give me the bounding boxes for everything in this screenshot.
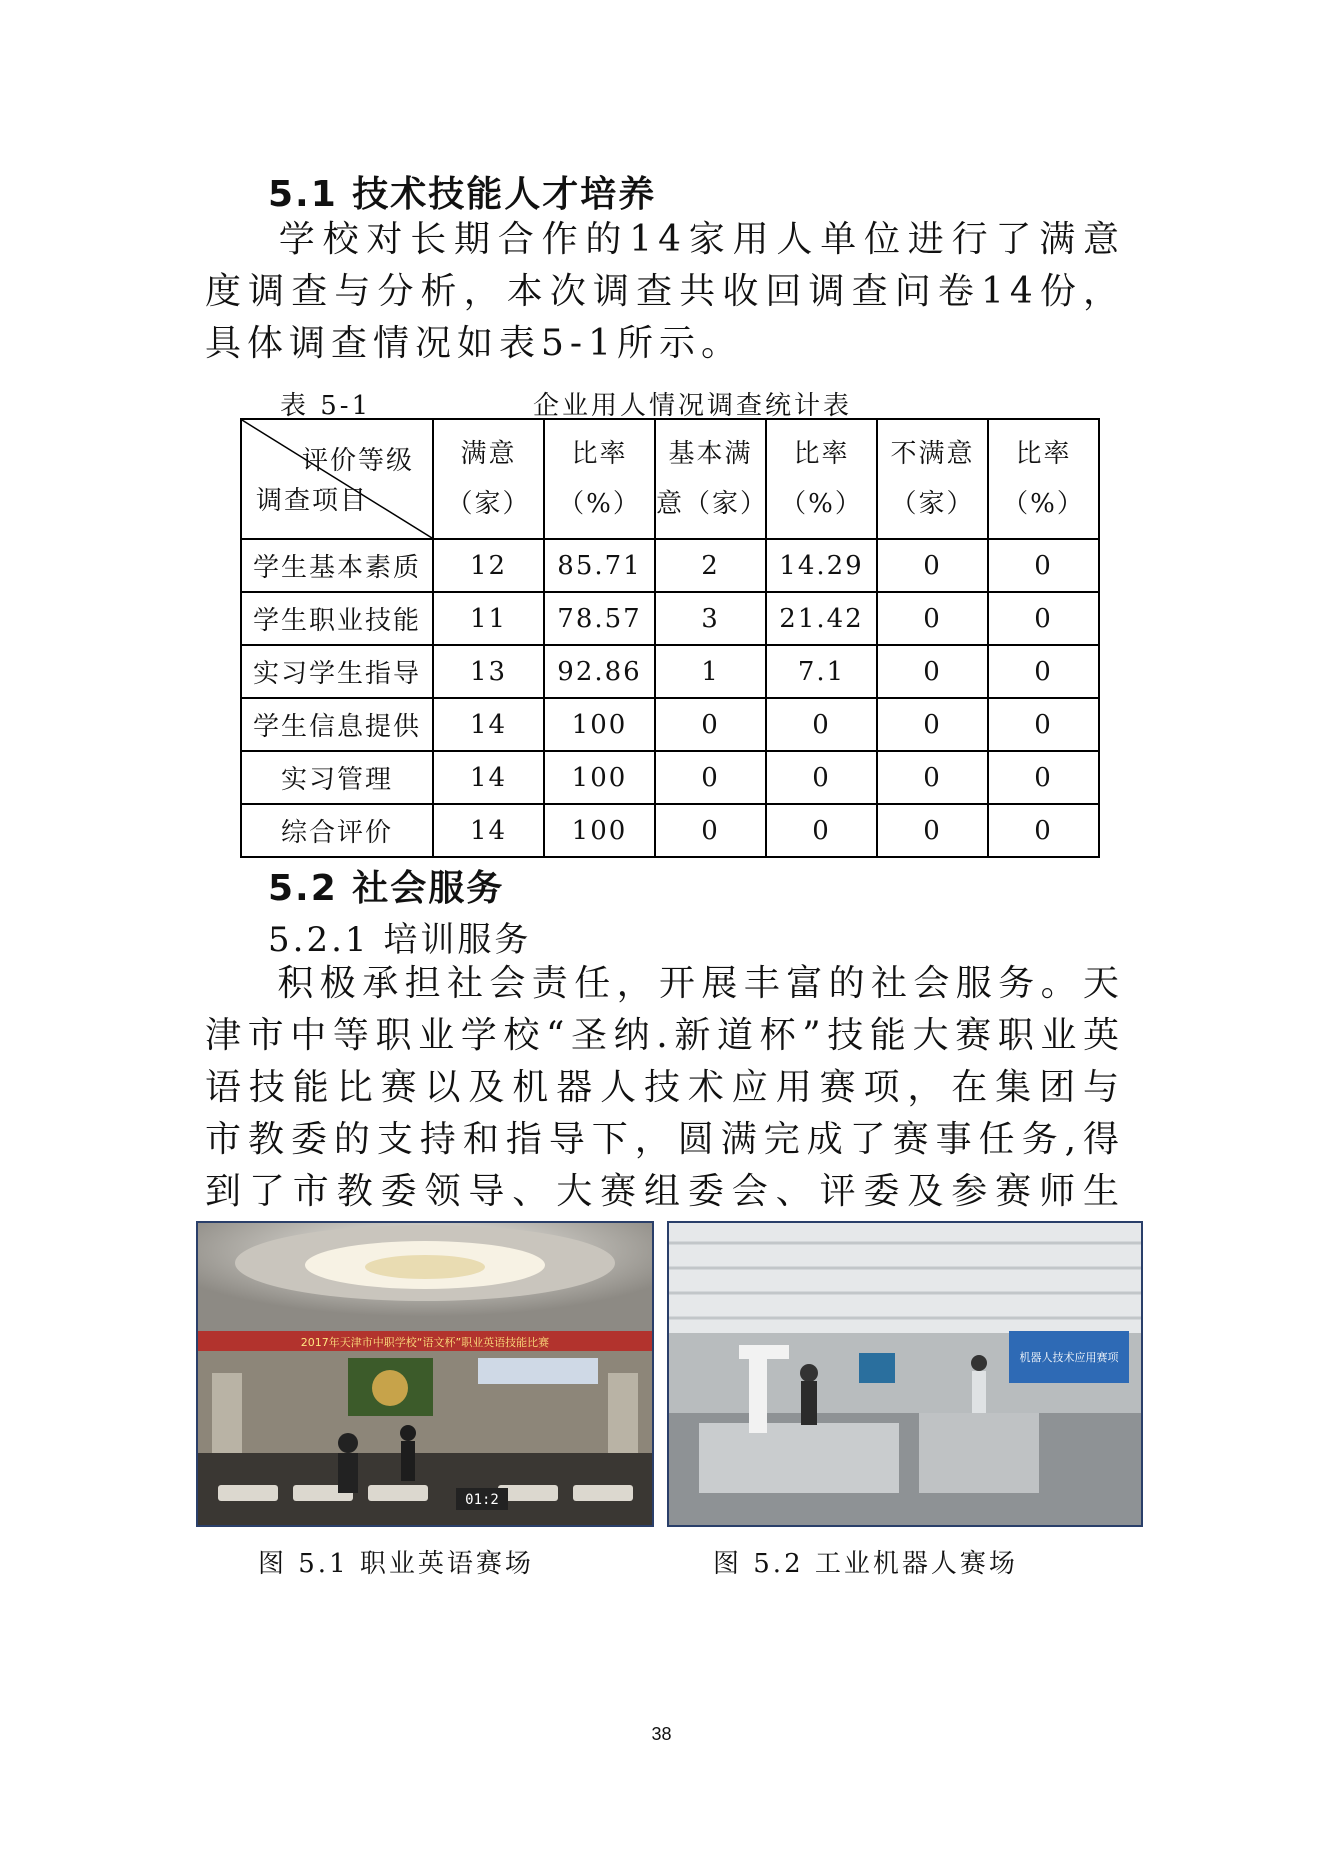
table-row — [241, 698, 1099, 751]
table-row — [241, 804, 1099, 857]
table-cell: 78.57 — [544, 592, 655, 645]
table-cell: 85.71 — [544, 539, 655, 592]
figure-caption-1: 图 5.1 职业英语赛场 — [258, 1549, 534, 1579]
column-header: 比率 （%） — [766, 419, 877, 539]
section-heading-5-2: 5.2 社会服务 — [268, 868, 505, 909]
column-header: 基本满 意（家） — [655, 419, 766, 539]
table-cell: 14 — [433, 751, 544, 804]
table-title: 企业用人情况调查统计表 — [533, 391, 853, 421]
table-row — [241, 539, 1099, 592]
table-cell: 0 — [655, 751, 766, 804]
table-cell: 14.29 — [766, 539, 877, 592]
table-cell: 0 — [877, 592, 988, 645]
table-cell: 1 — [655, 645, 766, 698]
row-item: 学生基本素质 — [241, 539, 433, 592]
table-cell: 0 — [877, 804, 988, 857]
table-cell: 0 — [766, 804, 877, 857]
table-cell: 2 — [655, 539, 766, 592]
table-cell: 21.42 — [766, 592, 877, 645]
table-cell: 0 — [988, 645, 1099, 698]
photo2-banner: 机器人技术应用赛项 — [1019, 1351, 1119, 1364]
table-row — [241, 645, 1099, 698]
table-cell: 13 — [433, 645, 544, 698]
figure-caption-2: 图 5.2 工业机器人赛场 — [713, 1549, 1018, 1579]
table-row — [241, 751, 1099, 804]
table-cell: 7.1 — [766, 645, 877, 698]
section-heading-5-1: 5.1 技术技能人才培养 — [268, 174, 657, 215]
table-cell: 0 — [877, 698, 988, 751]
table-cell: 0 — [877, 539, 988, 592]
table-cell: 3 — [655, 592, 766, 645]
intro-paragraph-text: 学校对长期合作的14家用人单位进行了满意度调查与分析，本次调查共收回调查问卷14份，具体调查情况如表5-1所示。 — [205, 219, 1125, 364]
photo1-banner: 2017年天津市中职学校“语文杯”职业英语技能比赛 — [300, 1336, 550, 1349]
table-cell: 0 — [988, 539, 1099, 592]
table-cell: 0 — [655, 804, 766, 857]
subsection-heading-5-2-1: 5.2.1 培训服务 — [268, 920, 532, 960]
table-cell: 0 — [988, 751, 1099, 804]
row-item: 学生信息提供 — [241, 698, 433, 751]
table-cell: 100 — [544, 751, 655, 804]
photo1-timer: 01:2 — [465, 1492, 499, 1508]
table-cell: 92.86 — [544, 645, 655, 698]
row-item: 实习管理 — [241, 751, 433, 804]
corner-label-item: 调查项目 — [256, 486, 369, 516]
table-cell: 100 — [544, 804, 655, 857]
column-header: 比率 （%） — [988, 419, 1099, 539]
photo-english-contest — [196, 1221, 654, 1527]
table-cell: 12 — [433, 539, 544, 592]
service-paragraph-text: 积极承担社会责任，开展丰富的社会服务。天津市中等职业学校“圣纳.新道杯”技能大赛职业英语技能比赛以及机器人技术应用赛项，在集团与市教委的支持和指导下，圆满完成了赛事任务,得到了市教委领导、大赛组委会、评委及参赛师生 — [205, 963, 1125, 1212]
corner-label-grade: 评价等级 — [301, 446, 414, 476]
table-label: 表 5-1 — [280, 391, 372, 421]
table-cell: 0 — [988, 698, 1099, 751]
photo-robot-contest — [667, 1221, 1143, 1527]
table-cell: 0 — [655, 698, 766, 751]
table-cell: 0 — [766, 751, 877, 804]
column-header: 满意 （家） — [433, 419, 544, 539]
table-cell: 100 — [544, 698, 655, 751]
table-cell: 0 — [877, 751, 988, 804]
row-item: 实习学生指导 — [241, 645, 433, 698]
table-cell: 0 — [988, 804, 1099, 857]
survey-table — [240, 418, 1100, 858]
table-header-row — [241, 419, 1099, 539]
intro-paragraph — [205, 214, 1125, 370]
table-cell: 11 — [433, 592, 544, 645]
row-item: 综合评价 — [241, 804, 433, 857]
row-item: 学生职业技能 — [241, 592, 433, 645]
column-header: 比率 （%） — [544, 419, 655, 539]
column-header: 不满意 （家） — [877, 419, 988, 539]
table-cell: 0 — [877, 645, 988, 698]
table-cell: 0 — [766, 698, 877, 751]
table-corner-cell — [241, 419, 433, 539]
table-cell: 14 — [433, 698, 544, 751]
table-row — [241, 592, 1099, 645]
table-cell: 14 — [433, 804, 544, 857]
table-cell: 0 — [988, 592, 1099, 645]
page-number: 38 — [651, 1724, 672, 1744]
